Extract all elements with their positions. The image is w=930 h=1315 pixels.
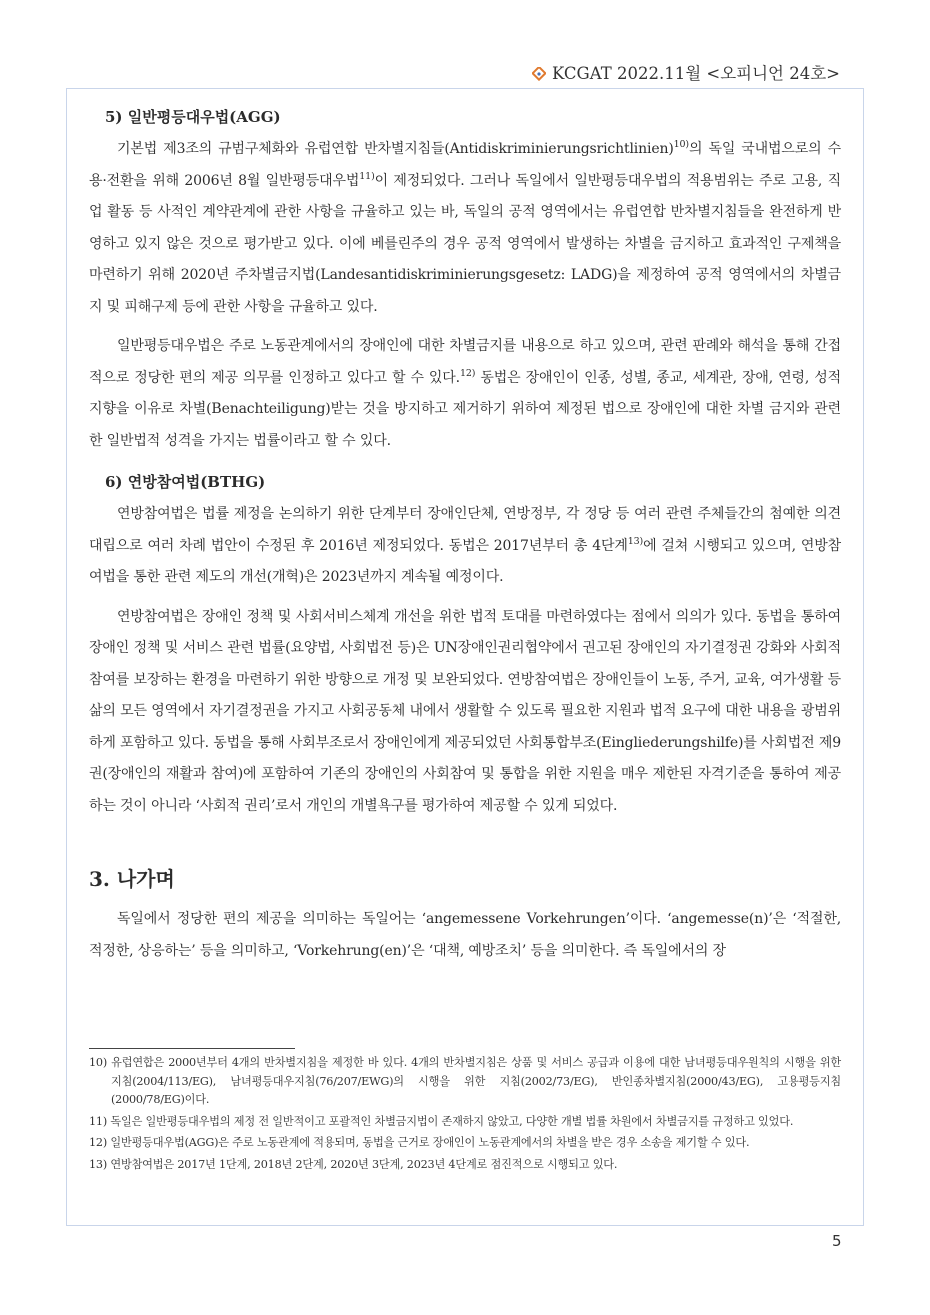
footnote-ref-10[interactable]: 10) [673, 139, 689, 150]
footnote-divider [89, 1048, 295, 1049]
section-3-title: 3. 나가며 [89, 867, 175, 891]
section-3-paragraph-1: 독일에서 정당한 편의 제공을 의미하는 독일어는 ‘angemessene Vorkehrungen’이다. ‘angemesse(n)’은 ‘적절한, 적정한, 상응하는’ 등을 의미하고, ‘Vorkehrung(en)’은 ‘대책, 예방조치’ 등을 의미한다. 즉 독일에서의 장 [89, 911, 841, 959]
footnote-ref-13[interactable]: 13) [627, 535, 644, 547]
diamond-bullet-icon [532, 66, 546, 85]
header-text: KCGAT 2022.11월 <오피니언 24호> [552, 64, 840, 83]
main-content [89, 100, 841, 975]
section-6-paragraph-2: 연방참여법은 장애인 정책 및 사회서비스체계 개선을 위한 법적 토대를 마련하였다는 점에서 의의가 있다. 동법을 통하여 장애인 정책 및 서비스 관련 법률(요양법, 사회법전 등)은 UN장애인권리협약에서 권고된 장애인의 자기결정권 강화와 사회적 참여를 보장하는 환경을 마련하기 위한 방향으로 개정 및 보완되었다. 연방참여법은 장애인들이 노동, 주거, 교육, 여가생활 등 삶의 모든 영역에서 자기결정권을 가지고 사회공동체 내에서 생활할 수 있도록 필요한 지원과 법적 요구에 대한 내용을 광범위하게 포함하고 있다. 동법을 통해 사회부조로서 장애인에게 제공되었던 사회통합부조(Eingliederungshilfe)를 사회법전 제9권(장애인의 재활과 참여)에 포함하여 기존의 장애인의 사회참여 및 통합을 위한 지원을 매우 제한된 자격기준을 통하여 제공하는 것이 아니라 ‘사회적 권리’로서 개인의 개별욕구를 평가하여 제공할 수 있게 되었다. [89, 608, 841, 814]
footnote-13: 13) 연방참여법은 2017년 1단계, 2018년 2단계, 2020년 3단계, 2023년 4단계로 점진적으로 시행되고 있다. [89, 1157, 618, 1171]
section-5-title: 5) 일반평등대우법(AGG) [105, 108, 281, 126]
section-6-title: 6) 연방참여법(BTHG) [105, 473, 266, 491]
footnote-11: 11) 독일은 일반평등대우법의 제정 전 일반적이고 포괄적인 차별금지법이 존재하지 않았고, 다양한 개별 법률 차원에서 차별금지를 규정하고 있었다. [89, 1114, 794, 1128]
footnotes [89, 1054, 841, 1177]
section-5-paragraph-2: 일반평등대우법은 주로 노동관계에서의 장애인에 대한 차별금지를 내용으로 하고 있으며, 관련 판례와 해석을 통해 간접적으로 정당한 편의 제공 의무를 인정하고 있다고 할 수 있다.$^{12)}$ 동법은 장애인이 인종, 성별, 종교, 세계관, 장애, 연령, 성적 지향을 이유로 차별(Benachteiligung)받는 것을 방지하고 제거하기 위하여 제정된 법으로 장애인에 대한 차별 금지와 관련한 일반법적 성격을 가지는 법률이라고 할 수 있다. [89, 338, 842, 449]
page-number: 5 [832, 1232, 842, 1250]
footnote-ref-12[interactable]: 12) [459, 367, 476, 379]
section-5-paragraph-1: 기본법 제3조의 규범구체화와 유럽연합 반차별지침들(Antidiskriminierungsrichtlinien)$^{10)}$의 독일 국내법으로의 수용·전환을 위해 2006년 8월 일반평등대우법$^{11)}$이 제정되었다. 그러나 독일에서 일반평등대우법의 적용범위는 주로 고용, 직업 활동 등 사적인 계약관계에 관한 사항을 규율하고 있는 바, 독일의 공적 영역에서는 유럽연합 반차별지침들을 완전하게 반영하고 있지 않은 것으로 평가받고 있다. 이에 베를린주의 경우 공적 영역에서 발생하는 차별을 금지하고 효과적인 구제책을 마련하기 위해 2020년 주차별금지법(Landesantidiskriminierungsgesetz: LADG)을 제정하여 공적 영역에서의 차별금지 및 피해구제 등에 관한 사항을 규율하고 있다. [89, 139, 842, 315]
section-6-paragraph-1: 연방참여법은 법률 제정을 논의하기 위한 단계부터 장애인단체, 연방정부, 각 정당 등 여러 관련 주체들간의 첨예한 의견대립으로 여러 차례 법안이 수정된 후 2016년 제정되었다. 동법은 2017년부터 총 4단계$^{13)}$에 걸쳐 시행되고 있으며, 연방참여법을 통한 관련 제도의 개선(개혁)은 2023년까지 계속될 예정이다. [89, 506, 841, 585]
page-header [532, 60, 840, 85]
footnote-10: 10) 유럽연합은 2000년부터 4개의 반차별지침을 제정한 바 있다. 4개의 반차별지침은 상품 및 서비스 공급과 이용에 대한 남녀평등대우원칙의 시행을 위한 지침(2004/113/EG), 남녀평등대우지침(76/207/EWG)의 시행을 위한 지침(2002/73/EG), 반인종차별지침(2000/43/EG), 고용평등지침(2000/78/EG)이다. [89, 1056, 841, 1106]
footnote-ref-11[interactable]: 11) [359, 170, 375, 182]
footnote-12: 12) 일반평등대우법(AGG)은 주로 노동관계에 적용되며, 동법을 근거로 장애인이 노동관계에서의 차별을 받은 경우 소송을 제기할 수 있다. [89, 1136, 750, 1149]
